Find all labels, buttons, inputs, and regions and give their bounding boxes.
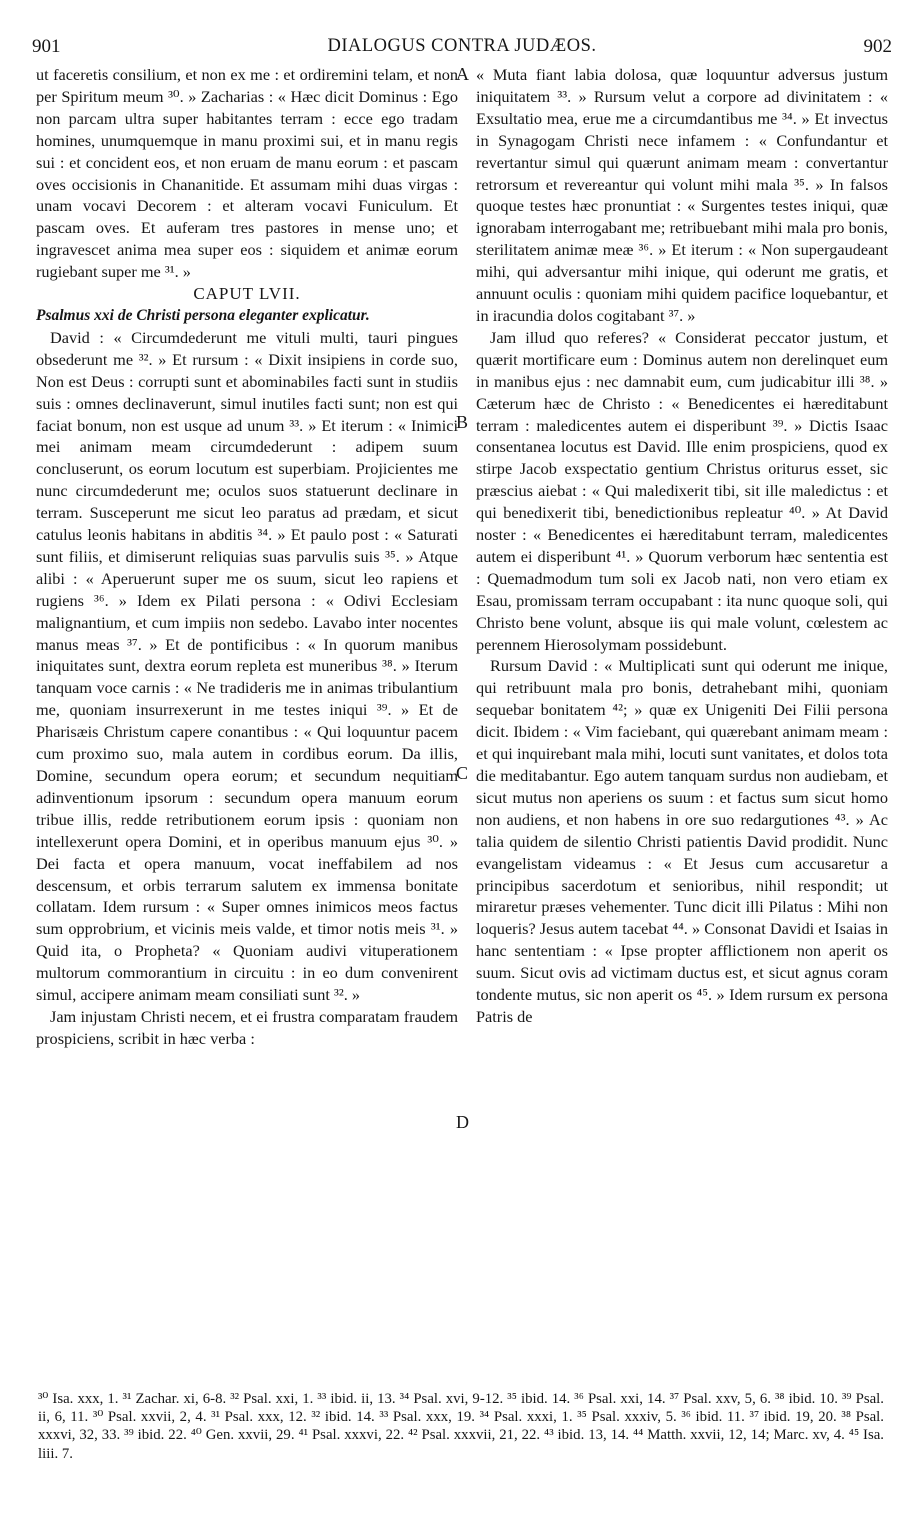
margin-marker-b: B (456, 412, 469, 432)
footnote-text: ³⁰ Isa. xxx, 1. ³¹ Zachar. xi, 6-8. ³² Psal. xxi, 1. ³³ ibid. ii, 13. ³⁴ Psal. xvi, 9-12. ³⁵ ibid. 14. ³⁶ Psal. xxi, 14. ³⁷ Psal. xxv, 5, 6. ³⁸ ibid. 10. ³⁹ Psal. ii, 6, 11. ³⁰ Psal. xxvii, 2, 4. ³¹ Psal. xxx, 12. ³² ibid. 14. ³³ Psal. xxx, 19. ³⁴ Psal. xxxi, 1. ³⁵ Psal. xxxiv, 5. ³⁶ ibid. 11. ³⁷ ibid. 19, 20. ³⁸ Psal. xxxvi, 32, 33. ³⁹ ibid. 22. ⁴⁰ Gen. xxvii, 29. ⁴¹ Psal. xxxvi, 22. ⁴² Psal. xxxvii, 21, 22. ⁴³ ibid. 13, 14. ⁴⁴ Matth. xxvii, 12, 14; Marc. xv, 4. ⁴⁵ Isa. liii. 7. (38, 1391, 884, 1462)
right-column (476, 64, 888, 1028)
left-paragraph-1: ut faceretis consilium, et non ex me : et ordiremini telam, et non per Spiritum meum ³⁰. » Zacharias : « Hæc dicit Dominus : Ego non parcam ultra super habitantes terram : ecce ego tradam homines, unumquemque in manu proximi sui, et in manu regis sui : et concident eos, et non eruam de manu eorum : et pascam oves occisionis in Chananitide. Et assumam mihi duas virgas : unam vocavi Decorem : et alteram vocavi Funiculum. Et pascam oves. Et auferam tres pastores in mense uno; et ingravescet anima mea super eos : siquidem et animæ eorum rugiebant super me ³¹. » (36, 65, 458, 282)
margin-marker-a: A (456, 64, 469, 84)
running-header (32, 36, 892, 60)
right-paragraph-1: « Muta fiant labia dolosa, quæ loquuntur adversus justum iniquitatem ³³. » Rursum velut a corpore ad divinitatem : « Exsultatio mea, erue me a circumdantibus me ³⁴. » Et invectus in Synagogam Christi nece infamem : « Confundantur et revertantur simul qui quærunt animam meam : convertantur retrorsum et revereantur qui volunt mihi mala ³⁵. » In falsos quoque testes hæc pronuntiat : « Surgentes testes iniqui, quæ ignorabam interrogabant me; retribuebant mihi mala pro bonis, sterilitatem animæ meæ ³⁶. » Et iterum : « Non supergaudeant mihi, qui adversantur mihi inique, qui oderunt me gratis, et annuunt oculis : quoniam mihi quidem pacifice loquebantur, et in iracundia dolos cogitabant ³⁷. » (476, 65, 888, 325)
margin-marker-c: C (456, 763, 469, 783)
page-number-right: 902 (863, 36, 892, 57)
margin-marker-d: D (456, 1112, 469, 1132)
left-column (36, 64, 458, 1050)
running-title: DIALOGUS CONTRA JUDÆOS. (327, 36, 597, 56)
page-number-left: 901 (32, 36, 61, 57)
footnotes (38, 1390, 884, 1463)
right-paragraph-2: Jam illud quo referes? « Considerat peccator justum, et quærit mortificare eum : Dominus autem non derelinquet eum in manibus ejus : nec damnabit eum, cum judicabitur illi ³⁸. » Cæterum hæc de Christo : « Benedicentes ei hæreditabunt terram : maledicentes autem ei disperibunt ³⁹. » Dictis Isaac consentanea locutus est David. Ille enim prospiciens, quod ex stirpe Jacob exspectatio gentium Christus oriturus esset, sic præscius aiebat : « Qui maledixerit tibi, sit ille maledictus : et qui benedixerit tibi, benedictionibus repleatur ⁴⁰. » At David noster : « Benedicentes ei hæreditabunt terram, maledicentes autem ei disperibunt ⁴¹. » Quorum verborum hæc sententia est : Quemadmodum tum soli ex Jacob nati, non vero etiam ex Esau, promissam terram occupabant : ita nunc quoque soli, qui Christo bene volunt, absque iis qui male volunt, cœlestem ac perennem Hierosolymam possidebunt. (476, 327, 888, 654)
chapter-heading: CAPUT LVII. (193, 284, 301, 304)
right-paragraph-3: Rursum David : « Multiplicati sunt qui oderunt me inique, qui retribuunt mala pro bonis, detrahebant mihi, quoniam sequebar bonitatem ⁴²; » quæ ex Unigeniti Dei Filii persona dicit. Ibidem : « Vim faciebant, qui quærebant animam meam : et qui inquirebant mala mihi, locuti sunt vanitates, et dolos tota die meditabantur. Ego autem tanquam surdus non audiebam, et sicut mutus non aperiens os suum : et factus sum sicut homo non audiens, et non habens in ore suo redargutiones ⁴³. » Ac talia quidem de silentio Christi patientis David prodidit. Nunc evangelistam videamus : « Et Jesus cum accusaretur a principibus sacerdotum et senioribus, nihil respondit; ut miraretur præses vehementer. Tunc dicit illi Pilatus : Mihi non loqueris? Jesus autem tacebat ⁴⁴. » Consonat Davidi et Isaias in hanc sententiam : « Ipse propter afflictionem non aperit os suum. Sicut ovis ad victimam ductus est, et sicut agnus coram tondente mutus, sic non aperit os ⁴⁵. » Idem rursum ex persona Patris de (476, 656, 888, 1026)
left-paragraph-3: Jam injustam Christi necem, et ei frustra comparatam fraudem prospiciens, scribit in hæc verba : (36, 1006, 458, 1048)
left-paragraph-2: David : « Circumdederunt me vituli multi, tauri pingues obsederunt me ³². » Et rursum : « Dixit insipiens in corde suo, Non est Deus : corrupti sunt et abominabiles facti sunt in studiis suis : omnes declinaverunt, simul inutiles facti sunt; non est qui faciat bonum, non est usque ad unum ³³. » Et iterum : « Inimici mei animam meam circumdederunt : adipem suum concluserunt, os eorum locutum est superbiam. Projicientes me nunc circumdederunt me; oculos suos statuerunt declinare in terram. Susceperunt me sicut leo paratus ad prædam, et sicut catulus leonis habitans in abditis ³⁴. » Et paulo post : « Saturati sunt filiis, et dimiserunt reliquias suas parvulis suis ³⁵. » Atque alibi : « Aperuerunt super me os suum, sicut leo rapiens et rugiens ³⁶. » Idem ex Pilati persona : « Odivi Ecclesiam malignantium, et cum impiis non sedebo. Lavabo inter nocentes manus meas ³⁷. » Et de pontificibus : « In quorum manibus iniquitates sunt, dextra eorum repleta est muneribus ³⁸. » Iterum tanquam voce carnis : « Ne tradideris me in animas tribulantium me, quoniam insurrexerunt in me testes iniqui ³⁹. » Et de Pharisæis Christum capere conantibus : « Qui loquuntur pacem cum proximo suo, mala autem in cordibus eorum. Da illis, Domine, secundum opera eorum; et secundum nequitiam adinventionum ipsorum : secundum opera manuum eorum tribue illis, redde retributionem eorum ipsis : quoniam non intellexerunt opera Domini, et in operibus manuum ejus ³⁰. » Dei facta et opera manuum, vocat ineffabilem ad nos descensum, et orbis terrarum salutem ex immensa bonitate collatam. Idem rursum : « Super omnes inimicos meos factus sum opprobrium, et vicinis meis valde, et timor notis meis ³¹. » Quid ita, o Propheta? « Quoniam audivi vituperationem multorum commorantium in circuitu : in eo dum convenirent simul, accipere animam meam consiliati sunt ³². » (36, 327, 458, 1005)
chapter-subtitle: Psalmus xxi de Christi persona eleganter explicatur. (36, 306, 370, 324)
